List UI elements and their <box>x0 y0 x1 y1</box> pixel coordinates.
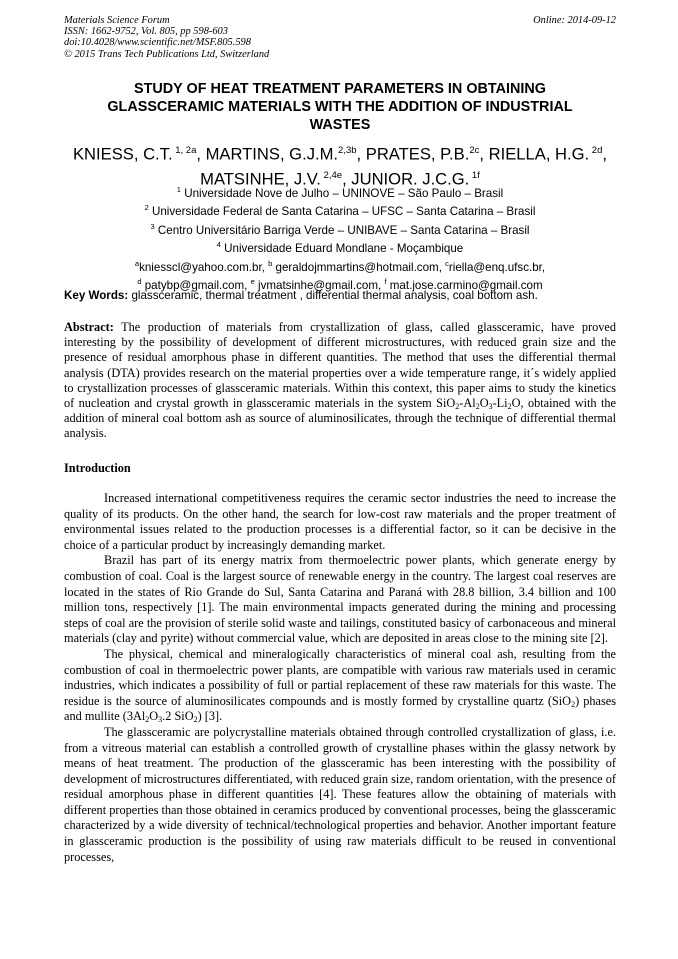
journal-name: Materials Science Forum <box>64 15 170 26</box>
email-c-marker: c <box>445 258 449 268</box>
affiliation-3 <box>64 220 616 238</box>
abstract-text: O <box>479 396 489 411</box>
title-line-3: WASTES <box>309 117 371 133</box>
affiliation-4-text: Universidade Eduard Mondlane - Moçambique <box>220 242 464 256</box>
email-line-1 <box>64 257 616 275</box>
email-a: kniesscl@yahoo.com.br, <box>139 260 269 274</box>
affiliation-1-text: Universidade Nove de Julho – UNINOVE – São Paulo – Brasil <box>180 186 504 200</box>
email-c: riella@enq.ufsc.br, <box>448 260 546 274</box>
author-kniess: KNIESS, C.T. <box>72 144 173 164</box>
author-kniess-affil: 1, 2a <box>172 145 197 156</box>
issn-line: ISSN: 1662-9752, Vol. 805, pp 598-603 <box>64 26 228 38</box>
subscript: 3 <box>158 715 163 725</box>
affiliation-2-text: Universidade Federal de Santa Catarina – UFSC – Santa Catarina – Brasil <box>148 205 536 219</box>
author-riella: , RIELLA, H.G. <box>479 144 590 164</box>
email-b-marker: b <box>268 258 273 268</box>
copyright-line: © 2015 Trans Tech Publications Ltd, Switzerland <box>64 48 270 60</box>
affiliation-4-number: 4 <box>216 240 221 250</box>
affiliation-3-number: 3 <box>150 221 155 231</box>
paragraph-text: .2 SiO <box>162 709 194 724</box>
subscript: 2 <box>145 715 150 725</box>
paragraph-3 <box>64 647 616 725</box>
affiliations <box>64 183 616 294</box>
subscript: 2 <box>571 699 576 709</box>
keywords <box>64 289 616 303</box>
subscript: 2 <box>507 402 512 412</box>
subscript: 2 <box>193 715 198 725</box>
email-e: jvmatsinhe@gmail.com, <box>254 279 385 293</box>
paragraph-4: The glassceramic are polycrystalline materials obtained through controlled crystallization of glass, i.e. from a vitreous material can establish a controlled growth of crystalline phases within the glassy network by means of heat treatment. The production of the glassceramic has been interesting with the possibility of development of microstructures differentiated, with reduced grain size, random orientation, with the presence of residual amorphous phase in different quantities [4]. These features allow the obtaining of materials with different properties than those obtained in ceramics produced by conventional processes, being the glassceramic characterized by a wide diversity of technical/technological properties and behavior. Another important feature in glassceramic production is the possibility of using raw materials difficult to be reused in conventional processes, <box>64 724 616 864</box>
email-f: mat.jose.carmino@gmail.com <box>386 279 543 293</box>
author-prates-affil: 2c <box>469 145 480 156</box>
abstract-text: O, obtained with the addition of mineral coal bottom ash as source of aluminosilicates, through the technique of differential thermal analysis. <box>64 396 616 441</box>
abstract-text: -Al <box>459 396 476 411</box>
paragraph-text: O <box>149 709 159 724</box>
email-b: geraldojmmartins@hotmail.com, <box>272 260 446 274</box>
introduction-heading: Introduction <box>64 461 131 475</box>
author-martins-affil: 2,3b <box>338 145 357 156</box>
affiliation-1-number: 1 <box>176 185 181 194</box>
author-matsinhe: MATSINHE, J.V. <box>200 169 321 189</box>
doi-line: doi:10.4028/www.scientific.net/MSF.805.598 <box>64 37 251 49</box>
paragraph-text: ) phases and mullite (3Al <box>64 693 617 724</box>
affiliation-3-text: Centro Universitário Barriga Verde – UNIBAVE – Santa Catarina – Brasil <box>154 223 530 237</box>
author-list <box>64 140 616 189</box>
affiliation-4 <box>64 238 616 256</box>
subscript: 2 <box>475 402 480 412</box>
author-martins: , MARTINS, G.J.M. <box>196 144 339 164</box>
title-line-1: STUDY OF HEAT TREATMENT PARAMETERS IN OBTAINING <box>134 81 546 97</box>
paragraph-2: Brazil has part of its energy matrix from thermoelectric power plants, which generate energy by combustion of coal. Coal is the largest source of renewable energy in the country. The largest coal reserves are located in the states of Rio Grande do Sul, Santa Catarina and Paraná with 28.8 billion, 3.4 billion and 100 million tons, respectively [1]. The main environmental impacts generated during the mining and processing steps of coal are the provision of sterile solid waste and tailings, constituted basicy of carbonaceous and mineral materials (clay and pyrite) without commercial value, which are deposited in areas close to the mining site [2]. <box>64 553 616 646</box>
affiliation-2 <box>64 201 616 219</box>
keywords-label: Key Words: <box>64 289 129 302</box>
abstract-label: Abstract: <box>64 320 114 334</box>
author-riella-affil: 2d <box>589 145 603 156</box>
abstract-text: The production of materials from crystallization of glass, called glassceramic, have proved interesting by the possibility of development of different microstructures, with reduced grain size and the presence of residual amorphous phase in different quantities. The method that uses the differential thermal analysis (DTA) provides research on the material properties over a wide temperature range, it´s widely applied to crystallization processes of glassceramic materials. Within this context, this paper aims to study the kinetics of nucleation and crystal growth in glassceramic materials in the system SiO <box>64 320 616 411</box>
email-d: patybp@gmail.com, <box>141 279 251 293</box>
title-line-2: GLASSCERAMIC MATERIALS WITH THE ADDITION OF INDUSTRIAL <box>107 99 573 115</box>
author-line-1: KNIESS, C.T. $^{1, 2a}$, MARTINS, G.J.M.$^{2,3b}$, PRATES, P.B.$^{2c}$, RIELLA, H.G. $^{2d}$, <box>72 144 607 164</box>
introduction-body <box>64 491 616 865</box>
subscript: 2 <box>455 402 460 412</box>
author-junior-affil: 1f <box>469 169 480 181</box>
email-d-marker: d <box>137 277 142 287</box>
paragraph-text: The physical, chemical and mineralogically characteristics of mineral coal ash, resulting from the combustion of coal in thermoelectric power plants, are compatible with various raw materials used in ceramic industries, which indicates a possibility of full or partial replacement of these raw materials for this waste. The residue is the source of aluminosilicates compounds and is mostly formed by crystalline quartz (SiO <box>64 646 616 708</box>
email-a-marker: a <box>134 258 140 268</box>
abstract <box>64 320 616 442</box>
affiliation-2-number: 2 <box>144 203 149 213</box>
abstract-text: -Li <box>492 396 508 411</box>
paper-title <box>64 80 616 134</box>
author-junior: , JUNIOR. J.C.G. <box>342 169 470 189</box>
keywords-text: glassceramic, thermal treatment , differential thermal analysis, coal bottom ash. <box>128 289 538 302</box>
paragraph-1: Increased international competitiveness requires the ceramic sector industries the need to increase the quality of its products. On the other hand, the search for low-cost raw materials and the proper treatment of environmental issues related to the production processes is a differential factor, so it can be decisive in the choice of a particular product by increasingly demanding market. <box>64 491 616 552</box>
subscript: 3 <box>488 402 493 412</box>
email-f-marker: f <box>384 277 387 287</box>
author-prates: , PRATES, P.B. <box>356 144 470 164</box>
affiliation-1 <box>64 183 616 201</box>
paragraph-text: ) [3]. <box>197 709 223 724</box>
online-date: Online: 2014-09-12 <box>533 15 616 26</box>
journal-header <box>64 15 616 60</box>
email-e-marker: e <box>250 277 255 287</box>
author-matsinhe-affil: 2,4e <box>320 169 343 181</box>
